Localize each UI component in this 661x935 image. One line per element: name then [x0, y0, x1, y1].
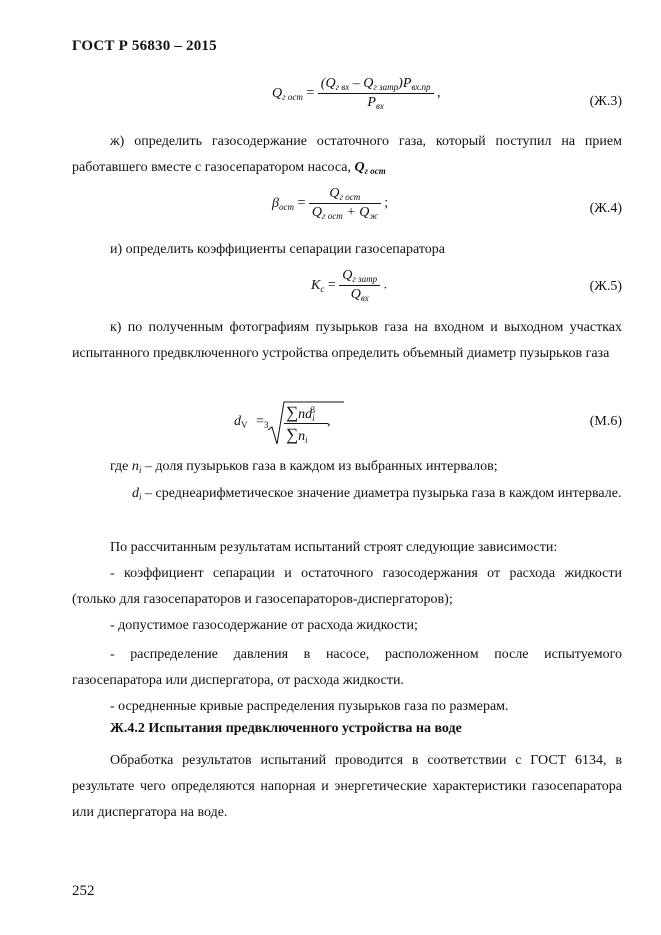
paragraph-final: Обработка результатов испытаний проводится в соответствии с ГОСТ 6134, в результате чего определяются напорная и энергетические характеристики газосепаратора или диспергатора на воде.	[72, 753, 622, 820]
equation-number-zh5: (Ж.5)	[589, 279, 622, 294]
formula-m6-numerator: $\sum nd_i^3$	[286, 403, 316, 423]
formula-zh4: $\beta_{ост}$ = $\frac{Q_{г ост}}{Q_{г ост} + Q_ж}$ ;	[272, 186, 389, 221]
formula-zh5-numerator: $Q_{г затр}$	[339, 268, 380, 286]
formula-zh3: $Q_{г ост}$ = $\frac{(Q_{г вх} - Q_{г затр})P_{вх.пр}}{P_{вх}}$ ,	[272, 76, 441, 111]
formula-zh4-numerator: $Q_{г ост}$	[309, 186, 381, 204]
equation-number-m6: (М.6)	[589, 414, 622, 429]
equation-number-zh4: (Ж.4)	[589, 201, 622, 216]
formula-zh5-lhs: $K_с$	[311, 277, 325, 294]
page-number: 252	[72, 883, 95, 899]
definition-ni: где $n_i$ – доля пузырьков газа в каждом из выбранных интервалов;	[110, 459, 498, 475]
paragraph-item-k: к) по полученным фотографиям пузырьков газа на входном и выходном участках испытанного предвключенного устройства определить объемный диаметр пузырьков газа	[72, 320, 622, 361]
fraction-bar	[284, 423, 328, 424]
formula-zh5-denominator: $Q_{вх}$	[350, 287, 369, 303]
equation-number-zh3: (Ж.3)	[589, 94, 622, 109]
paragraph-dependency-4: - осредненные кривые распределения пузырьков газа по размерам.	[110, 699, 509, 714]
formula-zh3-lhs: $Q_{г ост}$	[272, 85, 303, 102]
formula-zh3-denominator: $P_{вх}$	[367, 95, 384, 111]
root-index: 3	[264, 420, 269, 430]
document-header: ГОСТ Р 56830 – 2015	[72, 38, 217, 54]
formula-m6-lhs: $d_V$	[234, 414, 248, 430]
paragraph-item-zh: ж) определить газосодержание остаточного газа, который поступил на прием работавшего вместе с газосепаратором насоса, $Q_{г ост}$	[72, 134, 622, 176]
section-title: Ж.4.2 Испытания предвключенного устройства на воде	[110, 721, 462, 736]
paragraph-dependency-1: - коэффициент сепарации и остаточного газосодержания от расхода жидкости (только для газосепараторов и газосепараторов-диспергаторов);	[72, 566, 622, 607]
formula-m6-denominator: $\sum n_i$	[286, 425, 308, 445]
paragraph-dependencies-intro: По рассчитанным результатам испытаний строят следующие зависимости:	[110, 540, 558, 555]
paragraph-dependency-2: - допустимое газосодержание от расхода жидкости;	[110, 618, 418, 633]
definition-di: $d_i$ – среднеарифметическое значение диаметра пузырька газа в каждом интервале.	[132, 486, 622, 502]
formula-zh3-numerator: $(Q_{г вх} - Q_{г затр})P_{вх.пр}$	[318, 76, 434, 94]
formula-zh3-fraction	[318, 76, 434, 111]
formula-zh5-fraction	[339, 268, 380, 303]
formula-zh4-denominator: $Q_{г ост} + Q_ж$	[311, 205, 378, 221]
paragraph-dependency-3: - распределение давления в насосе, расположенном после испытуемого газосепаратора или диспергатора, от расхода жидкости.	[72, 647, 622, 688]
formula-zh4-fraction	[309, 186, 381, 221]
formula-zh5: $K_с$ = $\frac{Q_{г затр}}{Q_{вх}}$ .	[311, 268, 388, 303]
formula-zh4-lhs: $\beta_{ост}$	[272, 195, 294, 212]
paragraph-item-i: и) определить коэффициенты сепарации газосепаратора	[110, 242, 446, 257]
